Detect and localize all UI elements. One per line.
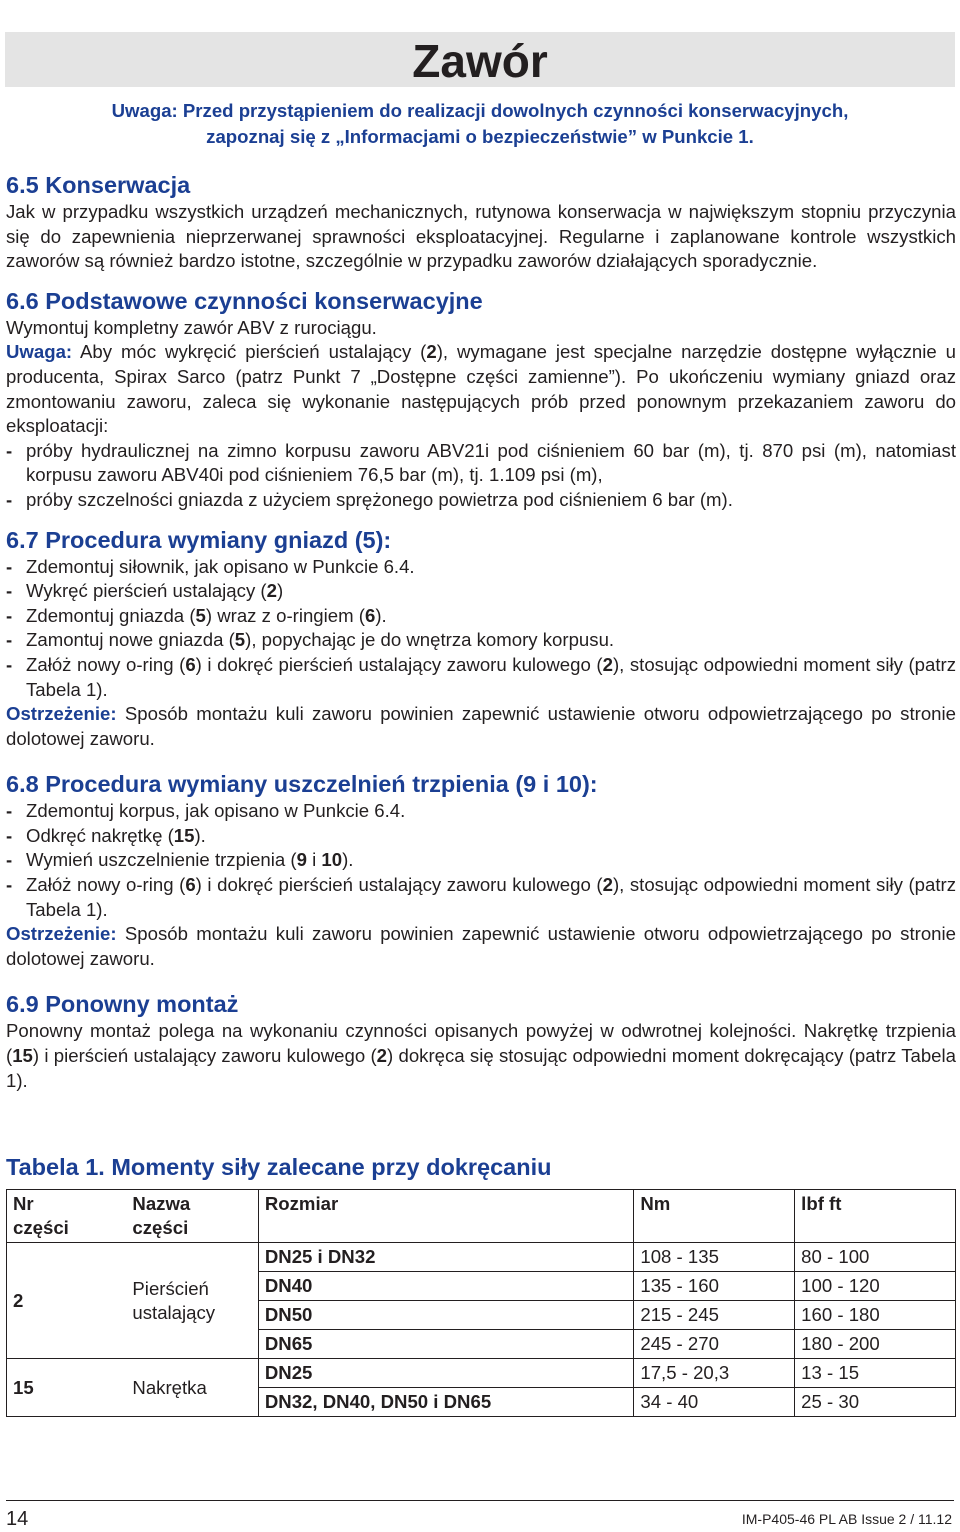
size-cell: DN25 i DN32	[258, 1243, 634, 1272]
section-6-7-warning	[6, 702, 956, 751]
section-number: 6.9	[6, 991, 39, 1018]
size-cell: DN25	[258, 1359, 634, 1388]
section-6-7-heading	[6, 525, 956, 555]
part-ref: 2	[602, 874, 613, 896]
section-6-9-text	[6, 1019, 956, 1093]
header-size: Rozmiar	[258, 1190, 634, 1243]
list-item: - Zdemontuj siłownik, jak opisano w Punkcie 6.4.	[6, 555, 415, 577]
part-ref: 2	[266, 580, 277, 602]
section-6-9-heading	[6, 989, 956, 1019]
torque-table	[6, 1189, 956, 1417]
step-text: Zdemontuj gniazda (	[26, 604, 196, 626]
lbf-cell: 160 - 180	[795, 1301, 956, 1330]
part-ref: 10	[321, 849, 343, 871]
step-text: Załóż nowy o-ring (	[26, 653, 186, 675]
size-cell: DN65	[258, 1330, 634, 1359]
section-title: Ponowny montaż	[45, 991, 239, 1018]
size-cell: DN50	[258, 1301, 634, 1330]
list-item-text: próby szczelności gniazda z użyciem sprężonego powietrza pod ciśnieniem 6 bar (m).	[26, 488, 733, 510]
step-text: ), stosując odpowiedni moment siły (patrz Tabela 1).	[26, 653, 956, 700]
part-ref: 6	[364, 604, 376, 626]
lbf-cell: 25 - 30	[795, 1388, 956, 1417]
lbf-cell: 180 - 200	[795, 1330, 956, 1359]
section-title: Procedura wymiany gniazd (5):	[45, 526, 392, 553]
nm-cell: 135 - 160	[634, 1272, 795, 1301]
section-6-6-tests	[6, 439, 956, 513]
step-text: Zdemontuj korpus, jak opisano w Punkcie 6.4.	[26, 800, 406, 822]
list-item: - Wykręć pierścień ustalający (2)	[6, 580, 284, 602]
step-text: ), stosując odpowiedni moment siły (patrz Tabela 1).	[26, 874, 956, 920]
section-number: 6.7	[6, 526, 39, 553]
section-number: 6.5	[6, 172, 39, 198]
document-reference: IM-P405-46 PL AB Issue 2 / 11.12	[741, 1511, 952, 1527]
part-ref: 15	[12, 1045, 33, 1067]
list-item: - Zamontuj nowe gniazda (5), popychając je do wnętrza komory korpusu.	[6, 629, 615, 651]
list-item: - Odkręć nakrętkę (15).	[6, 824, 206, 846]
section-6-8-warning	[6, 922, 956, 971]
nm-cell: 215 - 245	[634, 1301, 795, 1330]
section-title: Procedura wymiany uszczelnień trzpienia (9 i 10):	[45, 771, 598, 798]
table-header-row	[7, 1190, 956, 1243]
step-text: Zdemontuj siłownik, jak opisano w Punkcie 6.4.	[26, 555, 415, 577]
step-text: Załóż nowy o-ring (	[26, 874, 186, 896]
section-title: Podstawowe czynności konserwacyjne	[45, 287, 483, 314]
header-nm: Nm	[634, 1190, 795, 1243]
step-text: Zamontuj nowe gniazda (	[26, 629, 235, 651]
step-text: ) wraz z o-ringiem (	[205, 604, 365, 626]
section-title: Konserwacja	[45, 172, 191, 198]
part-no-cell: 2	[7, 1243, 127, 1359]
page-title: Zawór	[412, 35, 548, 87]
part-ref: 2	[376, 1045, 388, 1067]
step-text: ), popychając je do wnętrza komory korpusu.	[245, 629, 615, 651]
step-text: Wymień uszczelnienie trzpienia (	[26, 849, 297, 871]
section-6-8-steps	[6, 799, 956, 922]
part-ref: 5	[234, 629, 246, 651]
nm-cell: 34 - 40	[634, 1388, 795, 1417]
body-text: ) dokręca się stosując odpowiedni moment dokręcający (patrz Tabela 1).	[6, 1045, 956, 1091]
warning-line-1: Uwaga: Przed przystąpieniem do realizacji dowolnych czynności konserwacyjnych,	[111, 100, 849, 121]
section-6-6-heading	[6, 286, 956, 316]
note-text: Aby móc wykręcić pierścień ustalający (	[80, 341, 427, 363]
part-no-cell: 15	[7, 1359, 127, 1417]
step-text: ).	[194, 824, 206, 846]
part-ref: 15	[173, 824, 195, 846]
list-item: - próby hydraulicznej na zimno korpusu zaworu ABV21i pod ciśnieniem 60 bar (m), tj. 870 psi (m), natomiast korpusu zaworu ABV40i pod ciśnieniem 76,5 bar (m), tj. 1.109 psi (m),	[6, 439, 956, 486]
part-ref: 6	[185, 653, 196, 675]
step-text: ) i dokręć pierścień ustalający zaworu kulowego (	[195, 874, 603, 896]
warning-line-2: zapoznaj się z „Informacjami o bezpieczeństwie” w Punkcie 1.	[206, 126, 754, 147]
safety-warning	[0, 98, 960, 150]
lbf-cell: 80 - 100	[795, 1243, 956, 1272]
section-6-6-note	[6, 340, 956, 438]
list-item: - Załóż nowy o-ring (6) i dokręć pierścień ustalający zaworu kulowego (2), stosując odpowiedni moment siły (patrz Tabela 1).	[6, 874, 956, 920]
step-text: i	[306, 849, 322, 871]
list-item-text: próby hydraulicznej na zimno korpusu zaworu ABV21i pod ciśnieniem 60 bar (m), tj. 870 psi (m), natomiast korpusu zaworu ABV40i pod ciśnieniem 76,5 bar (m), tj. 1.109 psi (m),	[26, 439, 956, 486]
size-cell: DN40	[258, 1272, 634, 1301]
part-ref: 2	[426, 341, 437, 363]
list-item: - Zdemontuj gniazda (5) wraz z o-ringiem (6).	[6, 604, 387, 626]
table-title: Tabela 1. Momenty siły zalecane przy dokręcaniu	[6, 1154, 552, 1180]
part-ref: 2	[602, 653, 613, 675]
section-6-8-heading	[6, 769, 956, 799]
header-part-name: Nazwa części	[126, 1190, 258, 1243]
list-item: - próby szczelności gniazda z użyciem sprężonego powietrza pod ciśnieniem 6 bar (m).	[6, 488, 733, 510]
part-name-cell: Pierścień ustalający	[126, 1243, 258, 1359]
step-text: ).	[342, 849, 354, 871]
section-number: 6.6	[6, 287, 39, 314]
section-6-7-steps	[6, 555, 956, 703]
part-ref: 5	[195, 604, 206, 626]
page-number: 14	[6, 1508, 29, 1530]
body-text: Ponowny montaż polega na wykonaniu czynności opisanych powyżej w odwrotnej kolejności. Nakrętkę trzpienia (	[6, 1020, 956, 1067]
warning-text: Sposób montażu kuli zaworu powinien zapewnić ustawienie otworu odpowietrzającego po stronie dolotowej zaworu.	[6, 703, 956, 749]
step-text: )	[276, 580, 284, 602]
step-text: ).	[375, 604, 387, 626]
table-row	[7, 1359, 956, 1388]
main-content	[6, 170, 956, 1093]
note-text: ), wymagane jest specjalne narzędzie dostępne wyłącznie u producenta, Spirax Sarco (patrz Punkt 7 „Dostępne części zamienne”). Po ukończeniu wymiany gniazd oraz zmontowaniu zaworu, zaleca się wykonanie następujących prób przed ponownym przekazaniem zaworu do eksploatacji:	[6, 341, 957, 437]
step-text: ) i dokręć pierścień ustalający zaworu kulowego (	[195, 653, 603, 675]
header-lbf: lbf ft	[795, 1190, 956, 1243]
footer-divider	[6, 1500, 954, 1501]
warning-label: Ostrzeżenie:	[6, 703, 117, 725]
body-text: ) i pierścień ustalający zaworu kulowego (	[32, 1045, 377, 1067]
lbf-cell: 100 - 120	[795, 1272, 956, 1301]
nm-cell: 17,5 - 20,3	[634, 1359, 795, 1388]
list-item: - Zdemontuj korpus, jak opisano w Punkcie 6.4.	[6, 800, 406, 822]
part-name-cell: Nakrętka	[126, 1359, 258, 1417]
table-row	[7, 1243, 956, 1272]
section-6-5-heading	[6, 170, 956, 200]
step-text: Odkręć nakrętkę (	[26, 824, 174, 846]
warning-label: Ostrzeżenie:	[6, 923, 117, 945]
step-text: Wykręć pierścień ustalający (	[26, 580, 267, 602]
header-part-no: Nr części	[7, 1190, 127, 1243]
part-ref: 9	[296, 849, 307, 871]
section-6-6-intro: Wymontuj kompletny zawór ABV z rurociągu.	[6, 316, 377, 338]
size-cell: DN32, DN40, DN50 i DN65	[258, 1388, 634, 1417]
note-label: Uwaga:	[6, 341, 73, 363]
nm-cell: 245 - 270	[634, 1330, 795, 1359]
list-item: - Wymień uszczelnienie trzpienia (9 i 10).	[6, 849, 354, 871]
section-number: 6.8	[6, 771, 39, 798]
part-ref: 6	[185, 874, 196, 896]
warning-text: Sposób montażu kuli zaworu powinien zapewnić ustawienie otworu odpowietrzającego po stronie dolotowej zaworu.	[6, 923, 956, 969]
nm-cell: 108 - 135	[634, 1243, 795, 1272]
section-6-5-text: Jak w przypadku wszystkich urządzeń mechanicznych, rutynowa konserwacja w największym stopniu przyczynia się do zapewnienia nieprzerwanej sprawności eksploatacyjnej. Regularne i zaplanowane kontrole wszystkich zaworów są również bardzo istotne, szczególnie w przypadku zaworów działających sporadycznie.	[6, 201, 956, 272]
list-item: - Załóż nowy o-ring (6) i dokręć pierścień ustalający zaworu kulowego (2), stosując odpowiedni moment siły (patrz Tabela 1).	[6, 653, 956, 700]
lbf-cell: 13 - 15	[795, 1359, 956, 1388]
